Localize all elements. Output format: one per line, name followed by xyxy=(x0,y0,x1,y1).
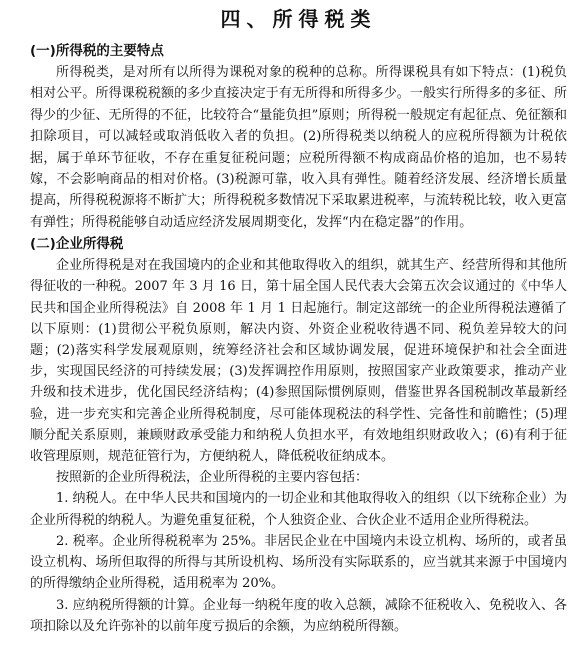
paragraph: 企业所得税是对在我国境内的企业和其他取得收入的组织，就其生产、经营所得和其他所得征收的一种税。2007 年 3 月 16 日，第十届全国人民代表大会第五次会议通过的《中华人民共和国企业所得税法》自 2008 年 1 月 1 日起施行。制定这部统一的企业所得税法遵循了以下原则：(1)贯彻公平税负原则，解决内资、外资企业税收待遇不同、税负差异较大的问题；(2)落实科学发展观原则，统筹经济社会和区域协调发展，促进环境保护和社会全面进步，实现国民经济的可持续发展；(3)发挥调控作用原则，按照国家产业政策要求，推动产业升级和技术进步，优化国民经济结构；(4)参照国际惯例原则，借鉴世界各国税制改革最新经验，进一步充实和完善企业所得税制度，尽可能体现税法的科学性、完备性和前瞻性；(5)理顺分配关系原则，兼顾财政承受能力和纳税人负担水平，有效地组织财政收入；(6)有利于征收管理原则，规范征管行为，方便纳税人，降低税收征纳成本。 xyxy=(30,258,567,465)
paragraph: 1. 纳税人。在中华人民共和国境内的一切企业和其他取得收入的组织（以下统称企业）为企业所得税的纳税人。为避免重复征税，个人独资企业、合伙企业不适用企业所得税法。 xyxy=(30,491,567,528)
chapter-title: 四、所得税类 xyxy=(220,7,377,31)
paragraph: 所得税类，是对所有以所得为课税对象的税种的总称。所得课税具有如下特点：(1)税负相对公平。所得课税税额的多少直接决定于有无所得和所得多少。一般实行所得多的多征、所得少的少征、无所得的不征，比较符合“量能负担”原则；所得税一般规定有起征点、免征额和扣除项目，可以减轻或取消低收入者的负担。(2)所得税类以纳税人的应税所得额为计税依据，属于单环节征收，不存在重复征税问题；应税所得额不构成商品价格的追加，也不易转嫁，不会影响商品的相对价格。(3)税源可靠，收入具有弹性。随着经济发展、经济增长质量提高，所得税税源将不断扩大；所得税税多数情况下采取累进税率，与流转税比较，收入更富有弹性；所得税能够自动适应经济发展周期变化，发挥“内在稳定器”的作用。 xyxy=(30,65,567,230)
paragraph: 2. 税率。企业所得税税率为 25%。非居民企业在中国境内未设立机构、场所的，或者虽设立机构、场所但取得的所得与其所设机构、场所没有实际联系的，应当就其来源于中国境内的所得缴纳企业所得税，适用税率为 20%。 xyxy=(30,533,567,592)
paragraph: 按照新的企业所得税法，企业所得税的主要内容包括： xyxy=(56,470,369,486)
paragraph: 3. 应纳税所得额的计算。企业每一纳税年度的收入总额，减除不征税收入、免税收入、各项扣除以及允许弥补的以前年度亏损后的余额，为应纳税所得额。 xyxy=(30,597,567,634)
section-heading-income-tax-features: (一)所得税的主要特点 xyxy=(30,43,164,59)
section-heading-enterprise-income-tax: (二)企业所得税 xyxy=(30,236,124,253)
